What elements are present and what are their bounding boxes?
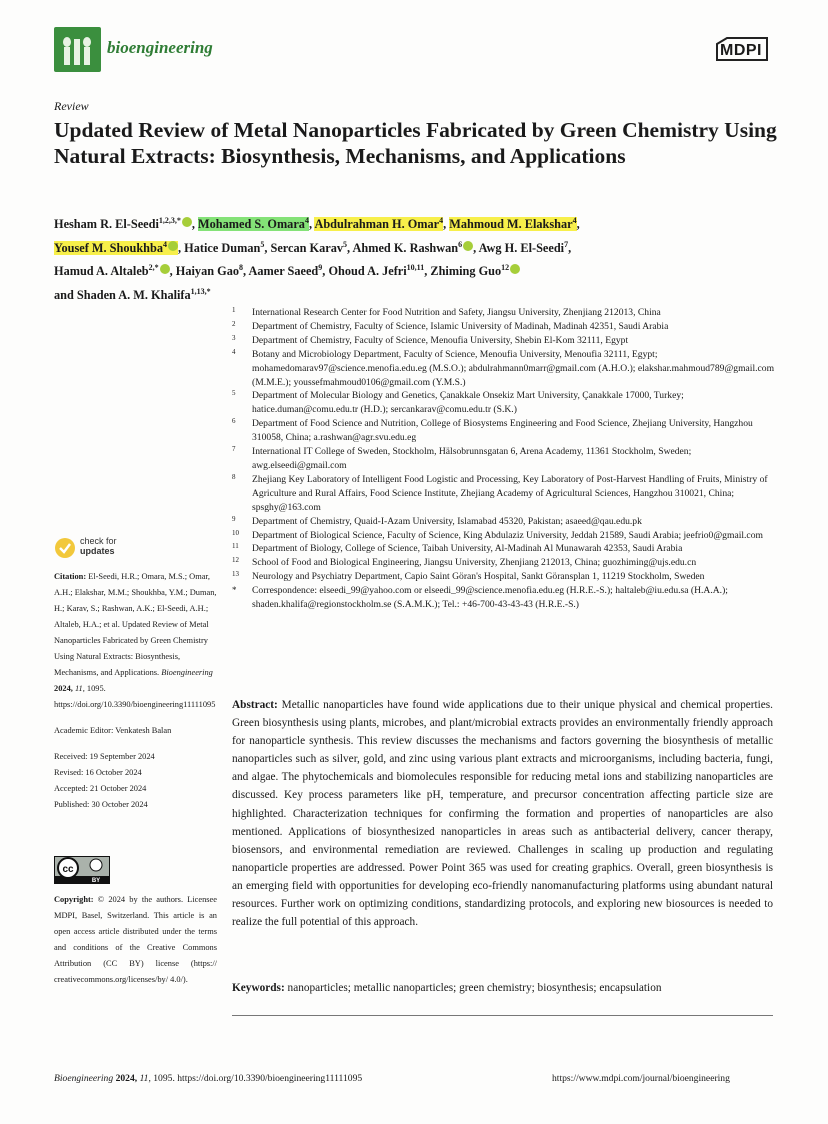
check-for-updates-link[interactable]	[80, 536, 117, 556]
affiliation-text: Department of Molecular Biology and Genetics, Çanakkale Onsekiz Mart University, Çanakkale 17000, Turkey; hatice.duman@comu.edu.tr (H.D.); sercankarav@comu.edu.tr (S.K.)	[252, 390, 684, 416]
affiliation-text: Department of Biology, College of Science, Taibah University, Al-Madinah Al Munawarah 42353, Saudi Arabia	[252, 543, 683, 555]
affiliation-number: 1	[232, 306, 236, 314]
affiliation-number: 5	[232, 389, 236, 398]
affiliation-number: 7	[232, 445, 236, 454]
author[interactable]	[54, 264, 170, 278]
academic-editor: Academic Editor: Venkatesh Balan	[54, 726, 172, 735]
author[interactable]	[449, 217, 576, 231]
cc-by-license-icon[interactable]	[54, 856, 110, 884]
author-separator: ,	[264, 240, 271, 255]
copyright-text: © 2024 by the authors. Licensee MDPI, Basel, Switzerland. This article is an open access article distributed under the terms and conditions of the Creative Commons Attribution (CC BY) license (https:// creativecommons.org/licenses/by/ 4.0/).	[54, 895, 217, 984]
leaf-logo-icon	[54, 27, 101, 72]
affiliation-item	[232, 417, 777, 445]
author[interactable]	[430, 264, 520, 278]
affiliation-item	[232, 473, 777, 515]
affiliation-number: 11	[232, 542, 239, 551]
orcid-icon[interactable]	[510, 264, 520, 274]
affiliation-number: 2	[232, 319, 236, 328]
author-affiliation-ref: 5	[260, 239, 265, 249]
author[interactable]	[248, 264, 322, 278]
footer-journal-url[interactable]: https://www.mdpi.com/journal/bioengineering	[552, 1073, 730, 1084]
affiliation-list	[232, 306, 777, 612]
author-separator: ,	[473, 240, 479, 255]
author-affiliation-ref: 4	[304, 216, 309, 225]
affiliation-text: International Research Center for Food Nutrition and Safety, Jiangsu University, Zhenjiang 212013, China	[252, 307, 661, 318]
affiliation-text: Department of Chemistry, Faculty of Science, Islamic University of Madinah, Madinah 42351, Saudi Arabia	[252, 320, 669, 332]
affiliation-item	[232, 348, 777, 390]
copyright-notice	[54, 892, 217, 988]
affiliation-text: Department of Food Science and Nutrition, College of Biosystems Engineering and Food Science, Zhejiang University, Hangzhou 310058, China; a.rashwan@agr.svu.edu.eg	[252, 418, 753, 444]
author-name: Mohamed S. Omara	[198, 217, 305, 232]
affiliation-number: 13	[232, 570, 239, 579]
keywords-text: nanoparticles; metallic nanoparticles; green chemistry; biosynthesis; encapsulation	[287, 982, 662, 994]
keywords-label: Keywords:	[232, 982, 285, 994]
author-affiliation-ref: 6	[458, 239, 463, 249]
author[interactable]	[54, 288, 211, 302]
author-affiliation-ref: 7	[564, 239, 569, 249]
by-text: BY	[91, 878, 101, 884]
keywords	[232, 980, 773, 996]
date-published: Published: 30 October 2024	[54, 800, 148, 809]
author-name: and Shaden A. M. Khalifa	[54, 287, 191, 302]
footer-year: 2024,	[115, 1073, 138, 1084]
citation-text: El-Seedi, H.R.; Omara, M.S.; Omar, A.H.; Elakshar, M.M.; Shoukhba, Y.M.; Duman, H.; Karav, S.; Rashwan, A.K.; El-Seedi, A.H.; Altaleb, H.A.; et al. Updated Review of Metal Nanoparticles Fabricated by Green Chemistry Using Natural Extracts: Biosynthesis, Mechanisms, and Applications.	[54, 572, 217, 677]
author-separator: ,	[169, 264, 176, 279]
affiliation-item	[232, 320, 777, 334]
date-received: Received: 19 September 2024	[54, 752, 155, 761]
author-name: Sercan Karav	[270, 240, 344, 255]
author[interactable]	[54, 241, 178, 255]
author-name: Zhiming Guo	[430, 264, 502, 279]
affiliation-text: Department of Chemistry, Faculty of Science, Menoufia University, Shebin El-Kom 32111, Egypt	[252, 334, 629, 346]
affiliation-number: 4	[232, 347, 236, 356]
affiliation-item	[232, 445, 777, 473]
author-affiliation-ref: 5	[343, 239, 348, 249]
orcid-icon[interactable]	[168, 241, 178, 251]
date-accepted: Accepted: 21 October 2024	[54, 784, 147, 793]
author-separator: ,	[576, 217, 580, 232]
citation	[54, 569, 219, 713]
mdpi-logo-text: MDPI	[720, 42, 762, 59]
divider	[232, 1015, 773, 1016]
date-revised: Revised: 16 October 2024	[54, 768, 142, 777]
footer-citation	[54, 1073, 362, 1084]
affiliation-item	[232, 306, 777, 320]
check-for-updates-icon[interactable]	[54, 537, 76, 559]
affiliation-text: Department of Biological Science, Faculty of Science, King Abdulaziz University, Jeddah 21589, Saudi Arabia; jeefrio0@gmail.com	[252, 529, 763, 541]
author[interactable]	[184, 241, 264, 255]
author-name: Haiyan Gao	[175, 264, 239, 279]
copyright-label: Copyright:	[54, 895, 94, 904]
affiliation-number: 6	[232, 417, 236, 426]
author-affiliation-ref: 12	[501, 263, 510, 273]
affiliation-text: Department of Chemistry, Quaid-I-Azam University, Islamabad 45320, Pakistan; asaeed@qau.edu.pk	[252, 515, 642, 527]
author-affiliation-ref: 9	[318, 263, 323, 273]
affiliation-text: School of Food and Biological Engineering, Jiangsu University, Zhenjiang 212013, China; guozhiming@ujs.edu.cn	[252, 557, 697, 569]
author[interactable]	[176, 264, 243, 278]
author-name: Hatice Duman	[184, 240, 261, 255]
author-affiliation-ref: 4	[163, 239, 168, 249]
orcid-icon[interactable]	[160, 264, 170, 274]
author-separator: ,	[443, 217, 450, 232]
author-separator: ,	[347, 240, 353, 255]
author-name: Hesham R. El-Seedi	[54, 217, 159, 232]
citation-doi[interactable]: 1095. https://doi.org/10.3390/bioengineering11111095	[54, 684, 216, 709]
affiliation-number: 9	[232, 514, 236, 523]
affiliation-item	[232, 584, 777, 612]
affiliation-text: Correspondence: elseedi_99@yahoo.com or elseedi_99@science.menofia.edu.eg (H.R.E.-S.); haltaleb@iu.edu.sa (H.A.A.); shaden.khalifa@regionstockholm.se (S.A.M.K.); Tel.: +46-700-43-43-43 (H.R.E.-S.)	[252, 585, 728, 611]
affiliation-text: Botany and Microbiology Department, Faculty of Science, Menoufia University, Menoufia 32111, Egypt; mohamedomarav97@science.menofia.edu.eg (M.S.O.); abdulrahmann0marr@gmail.com (A.H.O.); elakshar.mahmoud789@gmail.com (M.M.E.); youssefmahmoud0106@gmail.com (Y.M.S.)	[252, 348, 775, 388]
author-affiliation-ref: 1,2,3,*	[158, 216, 181, 225]
affiliation-item	[232, 334, 777, 348]
author-name: Aamer Saeed	[248, 264, 319, 279]
affiliation-item	[232, 556, 777, 570]
author-name: Ohoud A. Jefri	[328, 264, 407, 279]
author-separator: ,	[424, 264, 431, 279]
abstract	[232, 696, 773, 931]
author[interactable]	[198, 217, 309, 231]
footer-doi-link[interactable]: 1095. https://doi.org/10.3390/bioengineering11111095	[153, 1073, 363, 1084]
author-name: Yousef M. Shoukhba	[54, 240, 164, 255]
author-name: Awg H. El-Seedi	[478, 240, 565, 255]
affiliation-text: Zhejiang Key Laboratory of Intelligent Food Logistic and Processing, Key Laboratory of Post-Harvest Handling of Fruits, Ministry of Agriculture and Rural Affairs, Food Science Institute, Zhejiang Academy of Agricultural Sciences, Hangzhou 310021, China; spsghy@163.com	[252, 473, 768, 513]
journal-name: bioengineering	[107, 38, 213, 57]
author-separator: ,	[191, 217, 199, 232]
author-name: Ahmed K. Rashwan	[352, 240, 459, 255]
abstract-text: Metallic nanoparticles have found wide applications due to their unique physical and chemical properties. Green biosynthesis using plants, microbes, and plant/microbial extracts provides an environmentally friendly approach for nanoparticle synthesis. This review discusses the mechanisms and factors governing the biosynthesis of metallic nanoparticles such as silver, gold, and zinc using various plant extracts and microorganisms, including bacteria, fungi, and algae. The phytochemicals and biomolecules responsible for reducing metal ions and stabilizing nanoparticles are discussed. Key process parameters like pH, temperature, and precursor concentration affecting particle size are highlighted. Characterization techniques for confirming the formation and properties of nanoparticles are also mentioned. Applications of biosynthesized nanoparticles in areas such as antibacterial delivery, cancer therapy, biosensors, and environmental remediation are reviewed. Challenges in scaling up production and regulating nanoparticle properties are addressed. Power Point 365 was used for creating graphics. Overall, green biosynthesis is an emerging field with opportunities for developing eco-friendly nanomanufacturing platforms using abundant natural resources. Further work on optimizing conditions, standardizing protocols, and exploring new biosources is needed to realize the full potential of this approach.	[232, 699, 774, 929]
article-info-column	[54, 569, 219, 813]
citation-volume: 11,	[74, 684, 85, 693]
author[interactable]	[314, 217, 443, 231]
check-updates-line2: updates	[80, 546, 115, 556]
affiliation-item	[232, 542, 777, 556]
author[interactable]	[271, 241, 348, 255]
affiliation-text: Neurology and Psychiatry Department, Capio Saint Göran's Hospital, Sankt Göransplan 1, 11219 Stockholm, Sweden	[252, 571, 705, 583]
citation-year: 2024,	[54, 684, 73, 693]
orcid-icon[interactable]	[182, 217, 192, 227]
affiliation-number: 8	[232, 472, 236, 481]
affiliation-item	[232, 570, 777, 584]
citation-label: Citation:	[54, 572, 87, 581]
article-title: Updated Review of Metal Nanoparticles Fabricated by Green Chemistry Using Natural Extracts: Biosynthesis, Mechanisms, and Applications	[54, 118, 777, 168]
footer-volume: 11,	[139, 1073, 151, 1084]
affiliation-number: *	[232, 585, 237, 596]
affiliation-item	[232, 389, 777, 417]
footer-journal: Bioengineering	[54, 1073, 114, 1084]
author-list	[54, 211, 774, 305]
journal-logo	[54, 27, 101, 72]
author[interactable]	[353, 241, 474, 255]
author-name: Abdulrahman H. Omar	[314, 217, 440, 232]
affiliation-number: 3	[232, 333, 236, 342]
author-name: Hamud A. Altaleb	[54, 264, 149, 279]
author-affiliation-ref: 8	[239, 263, 243, 273]
author-separator: ,	[178, 240, 185, 255]
abstract-label: Abstract:	[232, 699, 278, 711]
author-affiliation-ref: 1,13,*	[190, 286, 211, 296]
check-updates-line1: check for	[80, 536, 117, 546]
affiliation-item	[232, 529, 777, 543]
author-separator: ,	[308, 217, 315, 232]
citation-journal: Bioengineering	[161, 668, 213, 677]
author-affiliation-ref: 4	[572, 216, 577, 225]
affiliation-number: 10	[232, 528, 239, 537]
author[interactable]	[478, 239, 572, 255]
author[interactable]	[54, 217, 192, 231]
author-affiliation-ref: 10,11	[406, 263, 425, 273]
author-affiliation-ref: 2,*	[148, 263, 159, 273]
article-type: Review	[54, 99, 89, 113]
author-affiliation-ref: 4	[439, 216, 444, 225]
orcid-icon[interactable]	[463, 241, 473, 251]
author-name: Mahmoud M. Elakshar	[449, 217, 573, 232]
author[interactable]	[328, 264, 424, 278]
author-separator: ,	[322, 264, 329, 279]
cc-text: cc	[62, 864, 74, 875]
affiliation-text: International IT College of Sweden, Stockholm, Hälsobrunnsgatan 6, Arena Academy, 11361 Stockholm, Sweden; awg.elseedi@gmail.com	[252, 446, 692, 471]
author-separator: ,	[243, 264, 249, 279]
author-separator: ,	[568, 240, 572, 255]
affiliation-item	[232, 515, 777, 529]
affiliation-number: 12	[232, 556, 239, 565]
